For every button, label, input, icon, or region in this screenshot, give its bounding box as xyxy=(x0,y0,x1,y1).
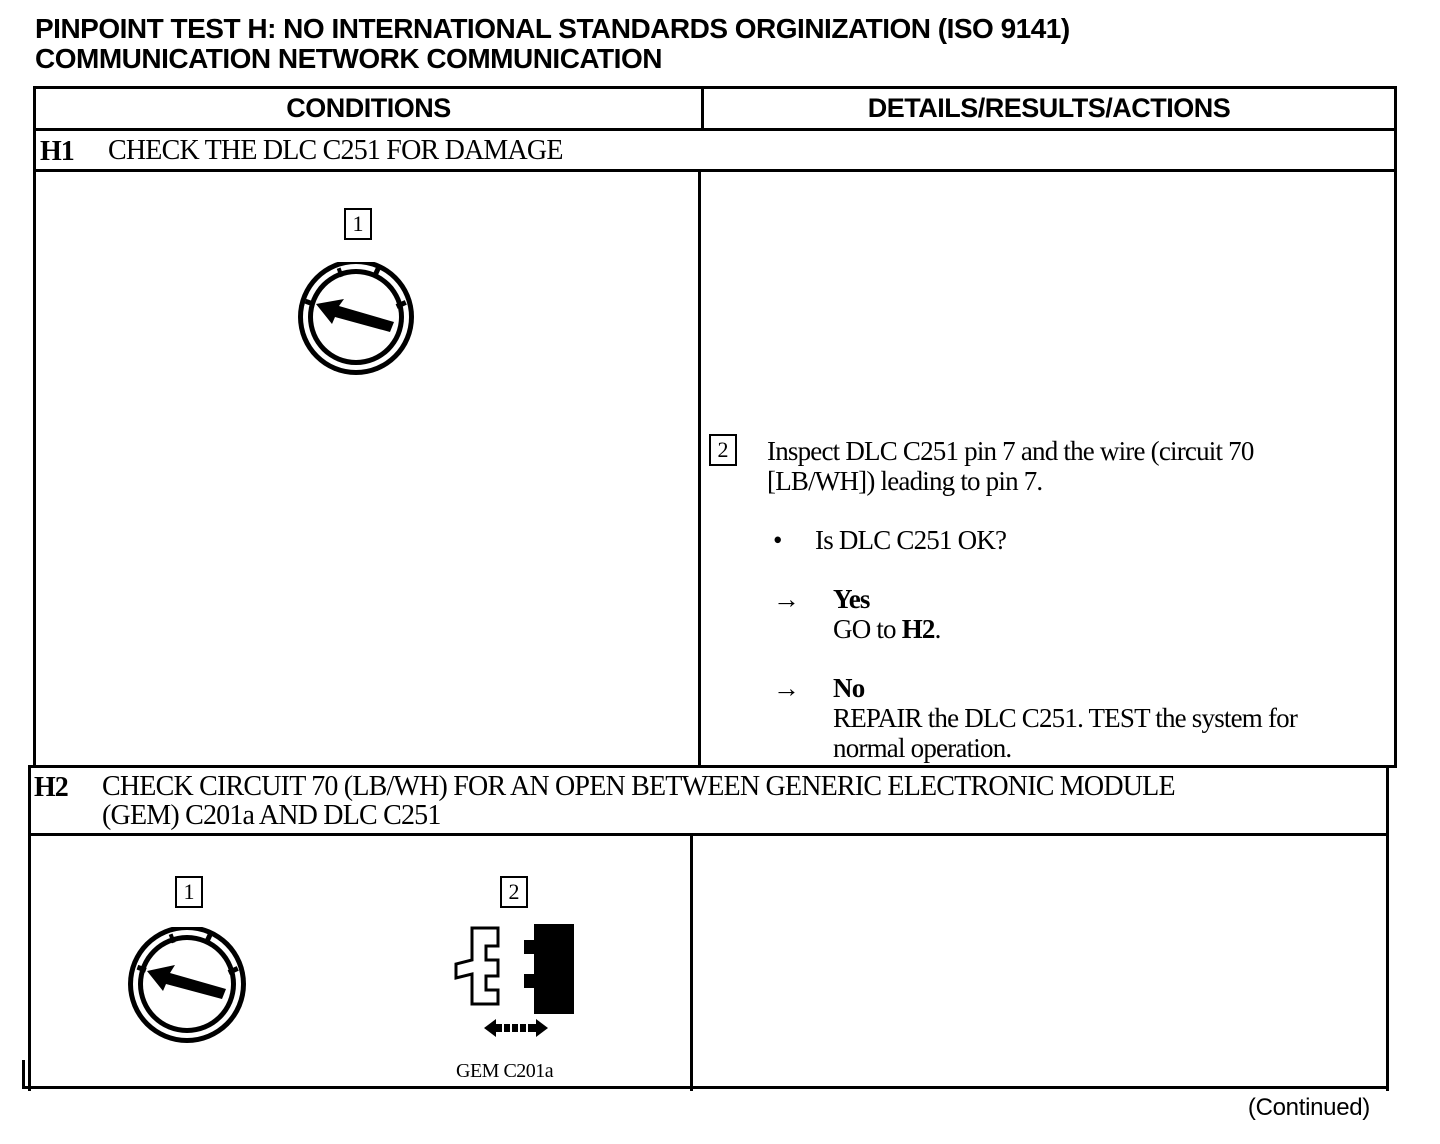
h2-top-divider xyxy=(28,765,1394,768)
step-h2-title-line-2: (GEM) C201a AND DLC C251 xyxy=(102,800,441,831)
details-header: DETAILS/RESULTS/ACTIONS xyxy=(867,93,1231,123)
yes-action xyxy=(833,614,941,644)
step-h2-id: H2 xyxy=(34,772,68,803)
page-title xyxy=(35,14,1415,74)
table-bottom-left-stub xyxy=(22,1060,25,1089)
h1-action-step-number: 2 xyxy=(709,434,737,466)
column-divider-h1 xyxy=(698,169,701,768)
connector-disconnect-icon xyxy=(448,918,580,1046)
h2-right-border xyxy=(1386,765,1389,1091)
h1-instruction-line-2: [LB/WH]) leading to pin 7. xyxy=(767,466,1043,496)
yes-action-prefix: GO to xyxy=(833,614,902,644)
table-bottom-border xyxy=(22,1086,1389,1089)
h1-question: Is DLC C251 OK? xyxy=(815,525,1007,555)
table-top-border xyxy=(33,86,1397,89)
continued-note: (Continued) xyxy=(1247,1094,1370,1121)
step-h1-id: H1 xyxy=(40,136,74,167)
h1-instruction-line-1: Inspect DLC C251 pin 7 and the wire (circuit 70 xyxy=(767,436,1254,466)
no-action-line-1: REPAIR the DLC C251. TEST the system for xyxy=(833,703,1298,733)
h1-title-divider xyxy=(33,169,1397,172)
table-right-border xyxy=(1394,86,1397,768)
h2-condition-step-number-1: 1 xyxy=(175,876,203,908)
table-left-border xyxy=(33,86,36,768)
h1-condition-step-number: 1 xyxy=(344,208,372,240)
no-arrow-icon: → xyxy=(773,673,800,703)
h2-title-divider xyxy=(28,833,1389,836)
h2-left-border xyxy=(28,765,31,1091)
no-label: No xyxy=(833,673,865,703)
yes-label: Yes xyxy=(833,584,870,614)
yes-arrow-icon: → xyxy=(773,584,800,614)
page-title-line-1: PINPOINT TEST H: NO INTERNATIONAL STANDARDS ORGINIZATION (ISO 9141) xyxy=(35,13,1070,44)
column-divider-h2 xyxy=(690,833,693,1091)
ignition-switch-off-icon xyxy=(294,262,422,376)
yes-action-suffix: . xyxy=(934,614,941,644)
header-divider xyxy=(33,128,1397,131)
h1-question-bullet: • xyxy=(773,525,782,555)
step-h1-title: CHECK THE DLC C251 FOR DAMAGE xyxy=(108,135,563,166)
connector-caption: GEM C201a xyxy=(456,1060,554,1082)
h2-condition-step-number-2: 2 xyxy=(500,876,528,908)
yes-action-target-link[interactable]: H2 xyxy=(901,614,935,644)
step-h2-title-line-1: CHECK CIRCUIT 70 (LB/WH) FOR AN OPEN BETWEEN GENERIC ELECTRONIC MODULE xyxy=(102,771,1175,802)
conditions-header: CONDITIONS xyxy=(286,93,451,123)
page-title-line-2: COMMUNICATION NETWORK COMMUNICATION xyxy=(35,43,662,74)
ignition-switch-off-icon-h2 xyxy=(125,927,251,1045)
no-action-line-2: normal operation. xyxy=(833,733,1012,763)
